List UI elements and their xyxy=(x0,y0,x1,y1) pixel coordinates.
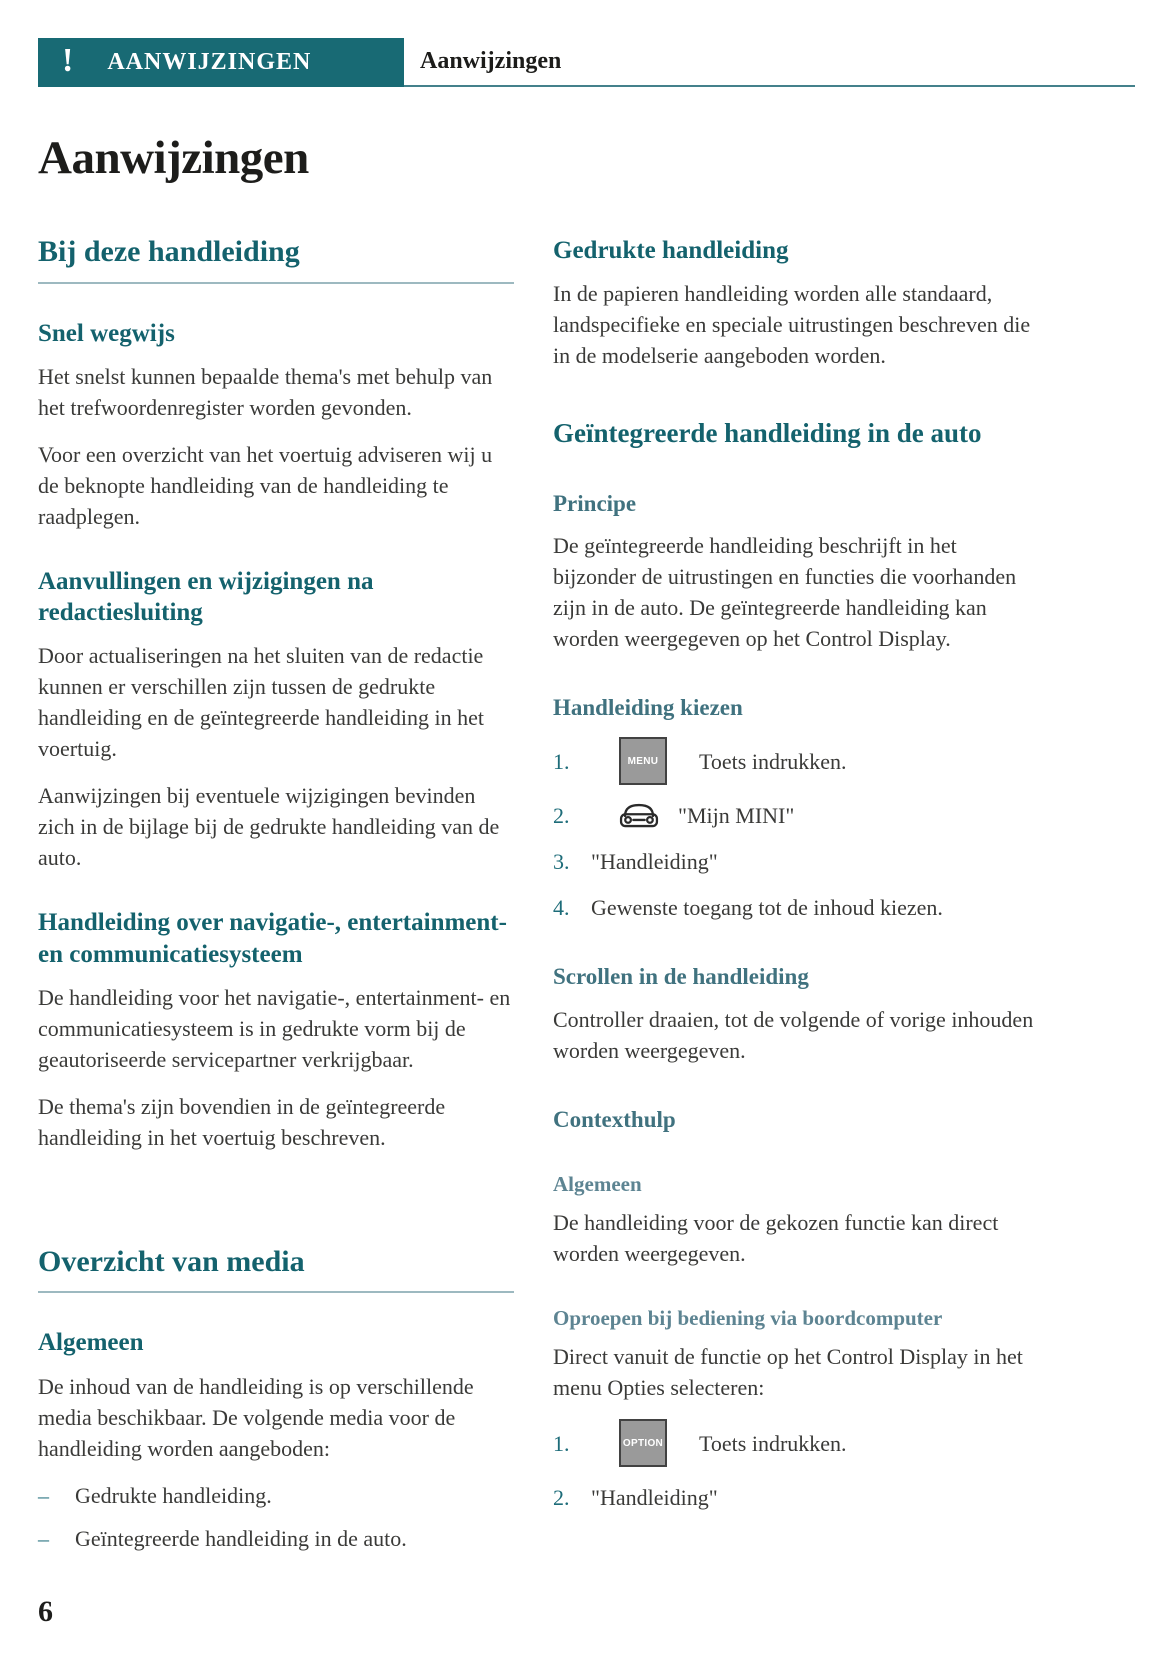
paragraph: Door actualiseringen na het sluiten van de redactie kunnen er verschillen zijn tussen de gedrukte handleiding en de geïntegreerde handleiding in het voertuig. xyxy=(38,643,484,762)
media-list xyxy=(38,1480,514,1554)
dash-bullet: – xyxy=(38,1525,49,1551)
section-heading: Geïntegreerde handleiding in de auto xyxy=(553,418,982,449)
subsubsection-heading: Algemeen xyxy=(553,1171,642,1196)
step-item xyxy=(553,737,1035,785)
option-key-button: OPTION xyxy=(619,1419,667,1467)
subsection-heading: Scrollen in de handleiding xyxy=(553,964,809,990)
section-heading: Overzicht van media xyxy=(38,1245,514,1294)
paragraph: De geïntegreerde handleiding beschrijft in het bijzonder de uitrustingen en functies die voorhanden zijn in de auto. De geïntegreerde handleiding kan worden weergegeven op het Control Display. xyxy=(553,533,1017,652)
running-title: Aanwijzingen xyxy=(420,48,562,74)
subsection-heading: Snel wegwijs xyxy=(38,319,175,347)
paragraph: Direct vanuit de functie op het Control Display in het menu Opties selecteren: xyxy=(553,1344,1023,1401)
right-column xyxy=(553,235,1035,1566)
step-item xyxy=(553,892,1035,923)
subsection-heading: Handleiding kiezen xyxy=(553,695,743,721)
step-item xyxy=(553,846,1035,877)
step-text: Gewenste toegang tot de inhoud kiezen. xyxy=(591,895,943,921)
menu-key-button: MENU xyxy=(619,737,667,785)
step-number: 3. xyxy=(553,849,570,875)
step-number: 1. xyxy=(553,1430,570,1456)
running-header xyxy=(38,38,1135,87)
dash-bullet: – xyxy=(38,1482,49,1508)
running-header-rule xyxy=(404,38,1135,87)
step-item xyxy=(553,1482,1035,1513)
subsubsection-heading: Oproepen bij bediening via boordcomputer xyxy=(553,1305,943,1330)
paragraph: Het snelst kunnen bepaalde thema's met behulp van het trefwoordenregister worden gevonden. xyxy=(38,363,493,420)
step-text: Toets indrukken. xyxy=(699,748,847,774)
subsection-heading: Handleiding over navigatie-, entertainment- en communicatiesysteem xyxy=(38,909,507,968)
paragraph: Controller draaien, tot de volgende of vorige inhouden worden weergegeven. xyxy=(553,1006,1034,1063)
list-item-text: Gedrukte handleiding. xyxy=(75,1482,272,1508)
section-heading: Bij deze handleiding xyxy=(38,235,514,284)
paragraph: De inhoud van de handleiding is op verschillende media beschikbaar. De volgende media voor de handleiding worden aangeboden: xyxy=(38,1373,474,1461)
list-item xyxy=(38,1480,514,1511)
step-number: 1. xyxy=(553,748,570,774)
list-item xyxy=(38,1523,514,1554)
paragraph: De handleiding voor het navigatie-, entertainment- en communicatiesysteem is in gedrukte vorm bij de geautoriseerde servicepartner verkrijgbaar. xyxy=(38,984,511,1072)
step-text: "Handleiding" xyxy=(591,849,718,875)
paragraph: Voor een overzicht van het voertuig adviseren wij u de beknopte handleiding van de handleiding te raadplegen. xyxy=(38,441,493,529)
page-number: 6 xyxy=(38,1595,53,1628)
car-front-icon xyxy=(618,801,660,831)
subsection-heading: Algemeen xyxy=(38,1329,144,1357)
step-number: 4. xyxy=(553,895,570,921)
subsection-heading: Contexthulp xyxy=(553,1106,676,1132)
steps-list xyxy=(553,1419,1035,1513)
paragraph: De handleiding voor de gekozen functie kan direct worden weergegeven. xyxy=(553,1209,999,1266)
page-title: Aanwijzingen xyxy=(38,132,309,184)
step-number: 2. xyxy=(553,803,570,829)
paragraph: In de papieren handleiding worden alle standaard, landspecifieke en speciale uitrustingen beschreven die in de modelserie aangeboden worden. xyxy=(553,281,1031,369)
step-text: "Handleiding" xyxy=(591,1485,718,1511)
subsection-heading: Principe xyxy=(553,490,637,516)
step-item xyxy=(553,1419,1035,1467)
left-column xyxy=(38,235,514,1566)
paragraph: Aanwijzingen bij eventuele wijzigingen bevinden zich in de bijlage bij de gedrukte handleiding van de auto. xyxy=(38,783,500,871)
paragraph: De thema's zijn bovendien in de geïntegreerde handleiding in het voertuig beschreven. xyxy=(38,1093,446,1150)
step-number: 2. xyxy=(553,1485,570,1511)
two-column-layout xyxy=(38,235,1135,1566)
step-text: Toets indrukken. xyxy=(699,1430,847,1456)
step-item xyxy=(553,800,1035,831)
subsection-heading: Gedrukte handleiding xyxy=(553,237,789,264)
exclamation-icon: ! xyxy=(62,42,74,79)
chapter-badge xyxy=(38,38,404,87)
chapter-badge-label: AANWIJZINGEN xyxy=(107,49,312,75)
steps-list xyxy=(553,737,1035,923)
list-item-text: Geïntegreerde handleiding in de auto. xyxy=(75,1525,407,1551)
subsection-heading: Aanvullingen en wijzigingen na redactiesluiting xyxy=(38,567,374,626)
step-text: "Mijn MINI" xyxy=(678,803,795,829)
